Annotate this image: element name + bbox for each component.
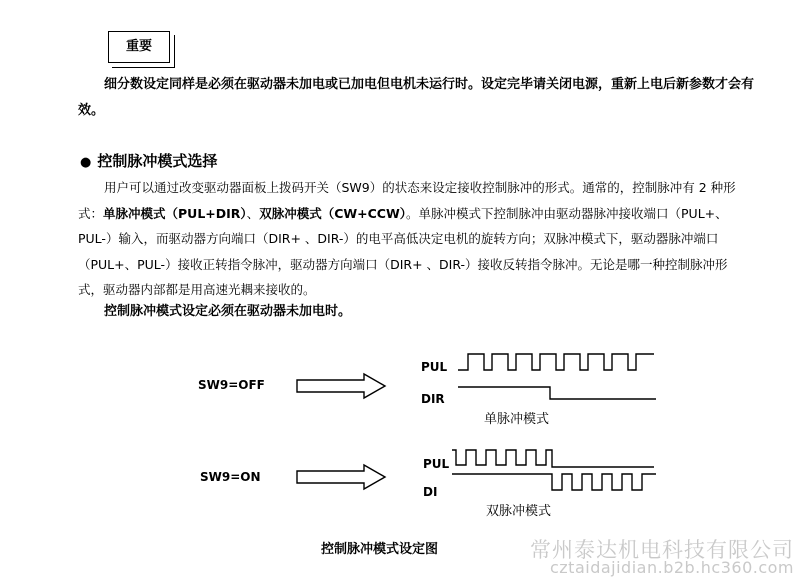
dual-mode-caption: 双脉冲模式 — [486, 504, 552, 519]
body-text-2: 。单脉冲模式下控制脉冲由驱动器脉冲接收端口（PUL+、PUL-）输入，而驱动器方向端口（DIR+ 、DIR-）的电平高低决定电机的旋转方向；双脉冲模式下，驱动器脉冲端口（PUL+、PUL-）接收正转指令脉冲，驱动器方向端口（DIR+ 、DIR-）接收反转指令脉冲。无论是哪一种控制脉冲形式，驱动器内部都是用高速光耦来接收的。 — [78, 205, 728, 297]
dual-pul-waveform — [452, 450, 654, 467]
important-note-label: 重要 — [108, 31, 170, 63]
single-pul-label: PUL — [421, 360, 448, 374]
sw9-on-label: SW9=ON — [200, 470, 261, 484]
watermark-url: cztaidajidian.b2b.hc360.com — [549, 558, 794, 577]
mode-single-term: 单脉冲模式（PUL+DIR） — [103, 205, 247, 221]
arrow-right-icon — [297, 465, 385, 489]
dual-dir-waveform — [452, 474, 656, 490]
single-dir-waveform — [458, 387, 656, 399]
separator: 、 — [246, 205, 260, 221]
important-paragraph: 细分数设定同样是必须在驱动器未加电或已加电但电机未运行时。设定完毕请关闭电源，重新上电后新参数才会有效。 — [78, 77, 755, 118]
dual-pul-label: PUL — [423, 457, 450, 471]
body-text-1: 用户可以通过改变驱动器面板上拨码开关（SW9）的状态来设定接收控制脉冲的形式。通常的，控制脉冲有 2 种形式： — [78, 180, 736, 221]
figure-caption: 控制脉冲模式设定图 — [321, 542, 439, 557]
section-title: 控制脉冲模式选择 — [97, 152, 218, 170]
single-dir-label: DIR — [421, 392, 445, 406]
power-off-note: 控制脉冲模式设定必须在驱动器未加电时。 — [104, 304, 352, 319]
single-pul-waveform — [458, 354, 654, 370]
mode-dual-term: 双脉冲模式（CW+CCW） — [259, 205, 407, 221]
bullet-icon: ● — [80, 155, 92, 170]
single-mode-caption: 单脉冲模式 — [484, 412, 550, 427]
sw9-off-label: SW9=OFF — [198, 378, 265, 392]
dual-dir-label: DI — [423, 485, 438, 499]
arrow-right-icon — [297, 374, 385, 398]
watermark-company: 常州泰达机电科技有限公司 — [530, 538, 794, 562]
